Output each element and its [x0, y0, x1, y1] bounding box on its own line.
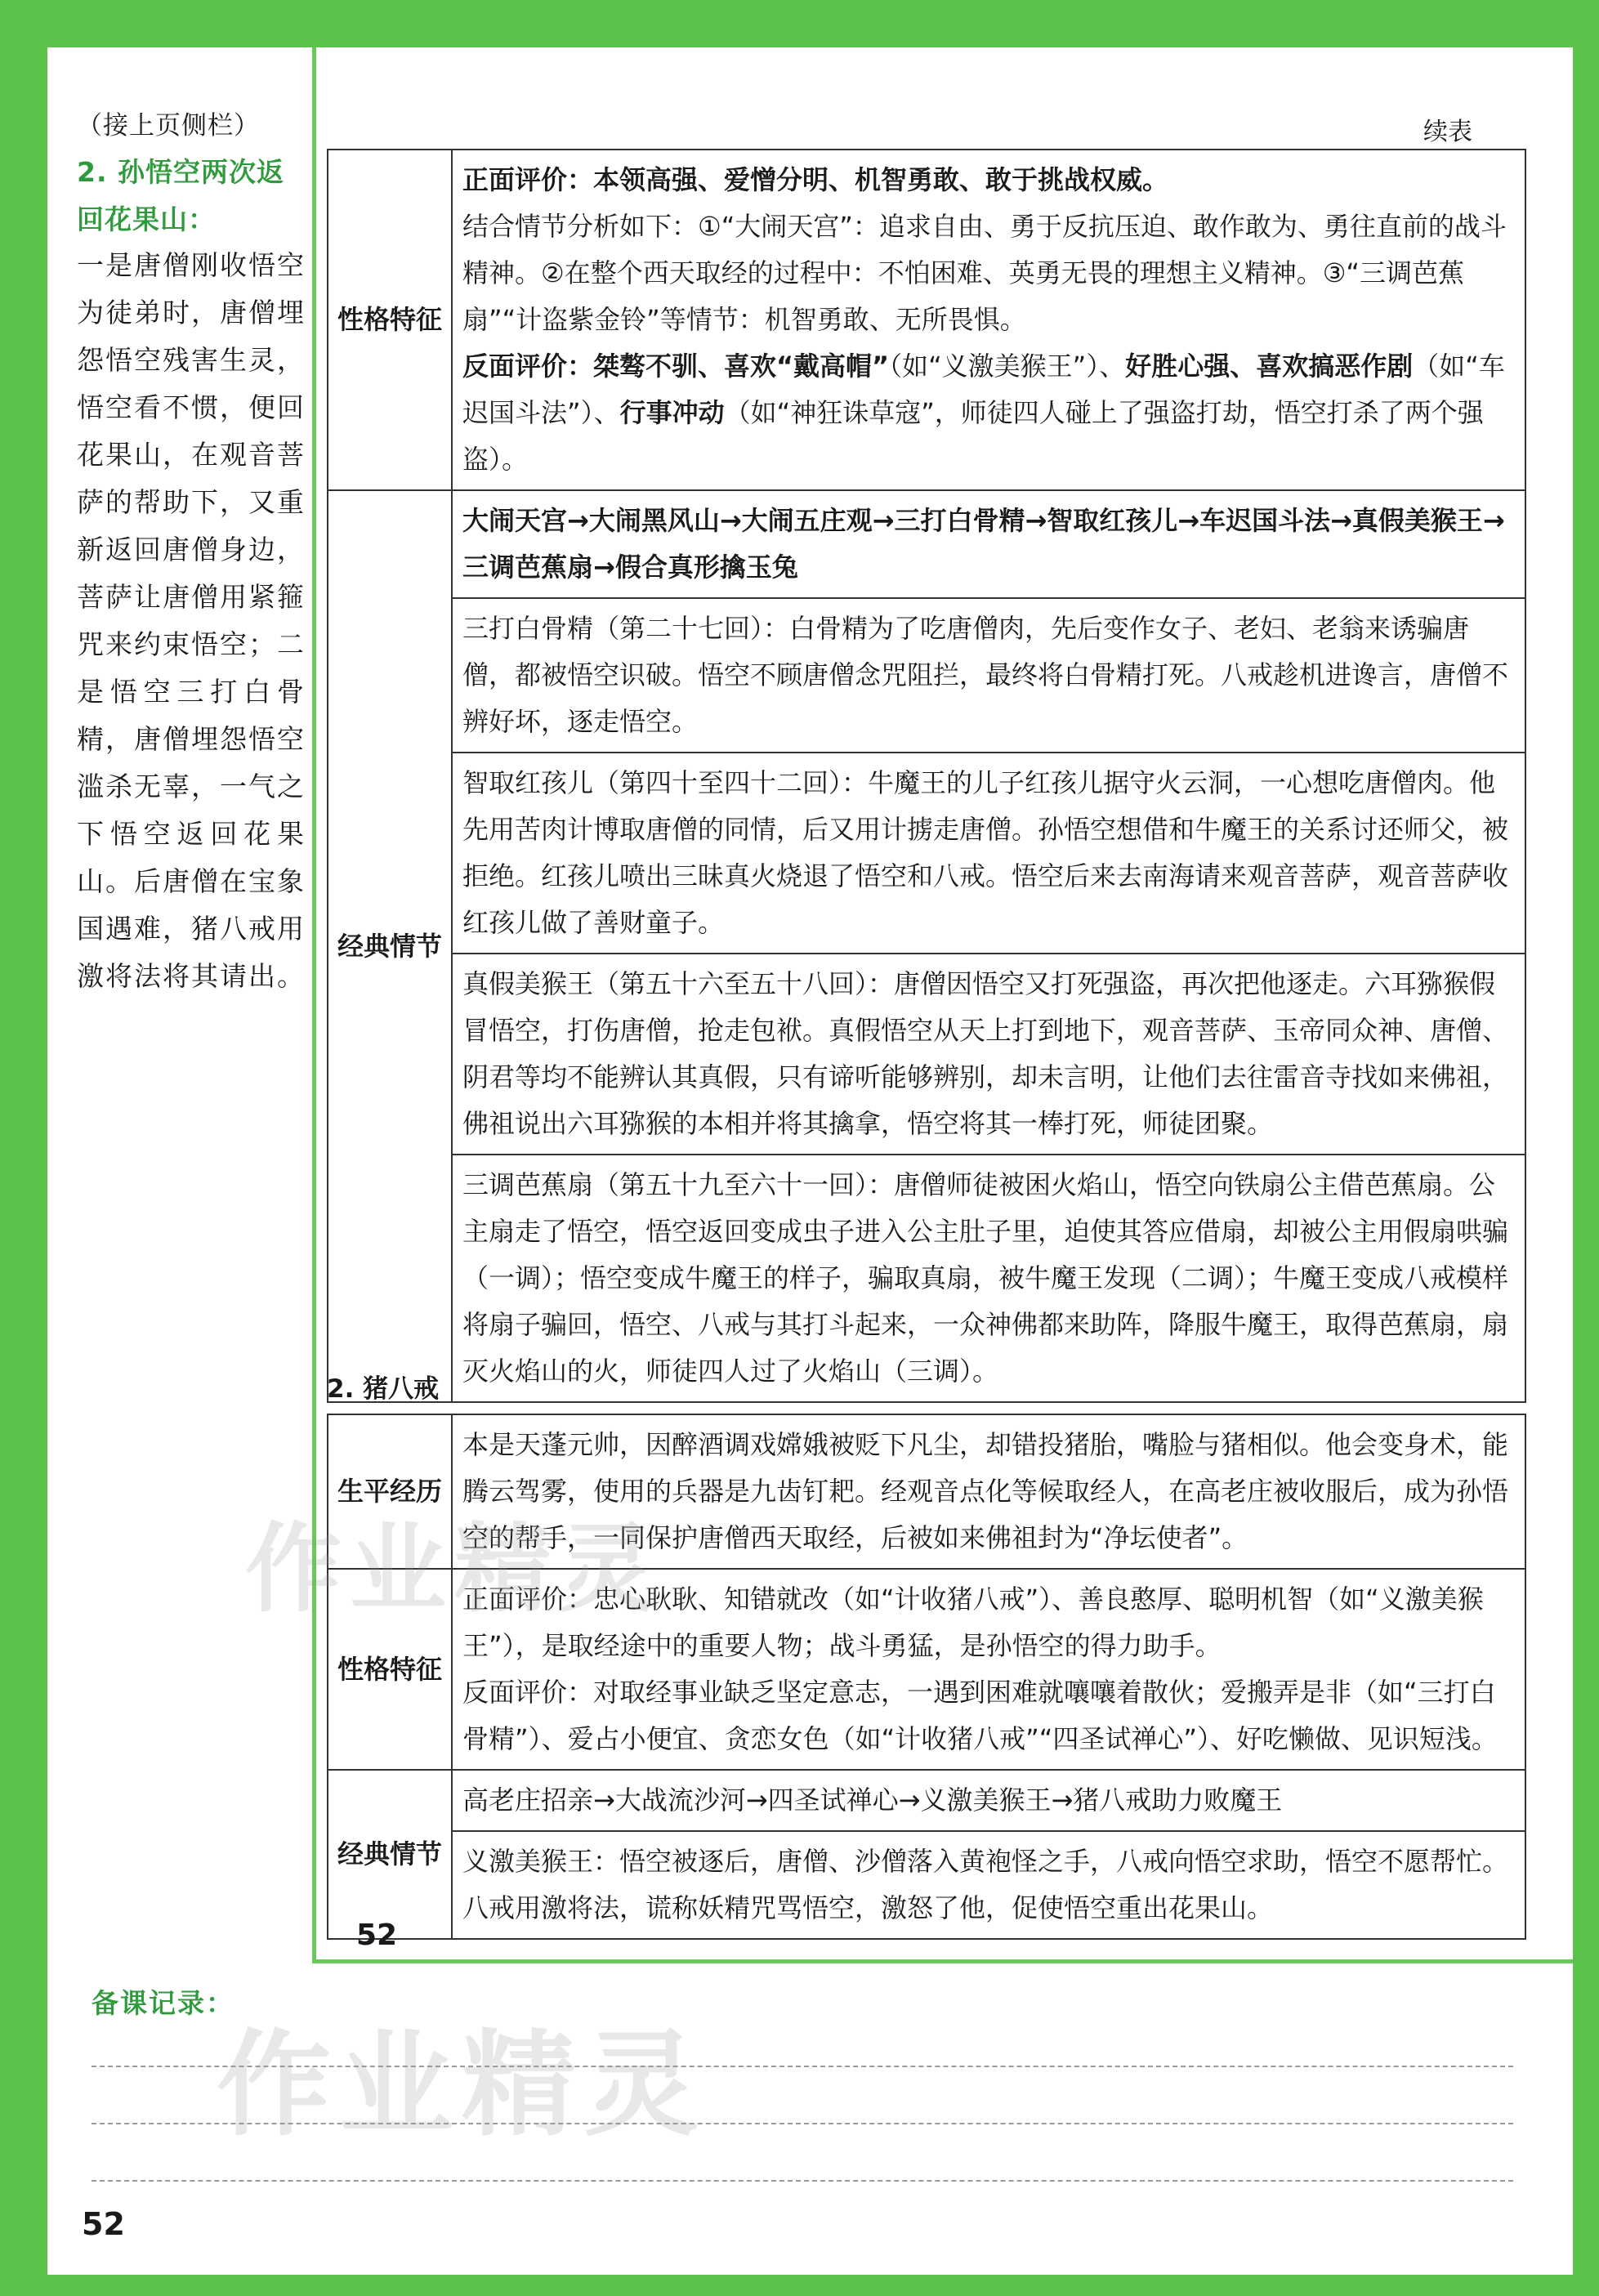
negative-eval-part: 好胜心强、喜欢搞恶作剧 [1125, 351, 1414, 382]
section-title-zhubajie: 2. 猪八戒 [327, 1374, 440, 1404]
positive-eval: 正面评价：忠心耿耿、知错就改（如“计收猪八戒”）、善良憨厚、聪明机智（如“义激美猴王”），是取经途中的重要人物；战斗勇猛，是孙悟空的得力助手。 [462, 1584, 1484, 1661]
table-row [328, 1770, 1525, 1831]
green-frame-top [0, 0, 1599, 47]
negative-eval-part: （如“义激美猴王”）、 [889, 351, 1126, 382]
plot-bajiaoshan: 三调芭蕉扇（第五十九至六十一回）：唐僧师徒被困火焰山，悟空向铁扇公主借芭蕉扇。公主扇走了悟空，悟空返回变成虫子进入公主肚子里，迫使其答应借扇，却被公主用假扇哄骗（一调）；悟空变成牛魔王的样子，骗取真扇，被牛魔王发现（二调）；牛魔王变成八戒模样将扇子骗回，悟空、八戒与其打斗起来，一众神佛都来助阵，降服牛魔王，取得芭蕉扇，扇灭火焰山的火，师徒四人过了火焰山（三调）。 [452, 1155, 1525, 1402]
watermark: 作业精灵 [245, 1512, 664, 1625]
plot-zhenjia-meihouwang: 真假美猴王（第五十六至五十八回）：唐僧因悟空又打死强盗，再次把他逐走。六耳猕猴假冒悟空，打伤唐僧，抢走包袱。真假悟空从天上打到地下，观音菩萨、玉帝同众神、唐僧、阴君等均不能辨认其真假，只有谛听能够辨别，却未言明，让他们去往雷音寺找如来佛祖，佛祖说出六耳猕猴的本相并将其擒拿，悟空将其一棒打死，师徒团聚。 [452, 954, 1525, 1155]
row-label-plots: 经典情节 [328, 490, 452, 1402]
life-cell: 本是天蓬元帅，因醉酒调戏嫦娥被贬下凡尘，却错投猪胎，嘴脸与猪相似。他会变身术，能腾云驾雾，使用的兵器是九齿钉耙。经观音点化等候取经人，在高老庄被收服后，成为孙悟空的帮手，一同保护唐僧西天取经，后被如来佛祖封为“净坛使者”。 [452, 1414, 1525, 1569]
page-number-inner: 52 [356, 1919, 398, 1952]
row-label-traits: 性格特征 [328, 1569, 452, 1770]
table-row [328, 753, 1525, 954]
negative-eval-part: 行事冲动 [619, 397, 725, 428]
continued-label: 续表 [1423, 118, 1472, 146]
row-label-traits: 性格特征 [328, 150, 452, 490]
table-row [328, 598, 1525, 753]
sidebar-title: 2. 孙悟空两次返回花果山： [77, 156, 284, 235]
positive-eval-head: 正面评价： [462, 164, 594, 195]
watermark: 作业精灵 [217, 2019, 708, 2152]
traits-analysis: 结合情节分析如下：①“大闹天宫”：追求自由、勇于反抗压迫、敢作敢为、勇往直前的战斗精神。②在整个西天取经的过程中：不怕困难、英勇无畏的理想主义精神。③“三调芭蕉扇”“计盗紫金铃”等情节：机智勇敢、无所畏惧。 [462, 211, 1507, 335]
sidebar-header: （接上页侧栏） [77, 111, 260, 141]
plot-chain: 高老庄招亲→大战流沙河→四圣试禅心→义激美猴王→猪八戒助力败魔王 [452, 1770, 1525, 1831]
sidebar-divider [312, 47, 316, 1963]
wukong-table [327, 149, 1526, 1403]
note-line [92, 2180, 1513, 2182]
table-row [328, 1831, 1525, 1939]
table-row [328, 954, 1525, 1155]
positive-eval-text: 本领高强、爱憎分明、机智勇敢、敢于挑战权威。 [593, 164, 1169, 195]
negative-eval-part: 桀骜不驯、喜欢“戴高帽” [593, 351, 890, 382]
table-row [328, 1155, 1525, 1402]
negative-eval-part: （如“车迟国斗法”）、 [462, 351, 1505, 428]
table-row [328, 150, 1525, 490]
row-label-plots: 经典情节 [328, 1770, 452, 1939]
plot-baigujing: 三打白骨精（第二十七回）：白骨精为了吃唐僧肉，先后变作女子、老妇、老翁来诱骗唐僧，都被悟空识破。悟空不顾唐僧念咒阻拦，最终将白骨精打死。八戒趁机进谗言，唐僧不辨好坏，逐走悟空。 [452, 598, 1525, 753]
notes-title: 备课记录： [92, 1987, 234, 2019]
sidebar-body: 一是唐僧刚收悟空为徒弟时，唐僧埋怨悟空残害生灵，悟空看不惯，便回花果山，在观音菩萨的帮助下，又重新返回唐僧身边，菩萨让唐僧用紧箍咒来约束悟空；二是悟空三打白骨精，唐僧埋怨悟空滥杀无辜，一气之下悟空返回花果山。后唐僧在宝象国遇难，猪八戒用激将法将其请出。 [77, 249, 306, 992]
green-frame-right [1573, 0, 1599, 2296]
traits-cell [452, 150, 1525, 490]
plot-chain: 大闹天宫→大闹黑风山→大闹五庄观→三打白骨精→智取红孩儿→车迟国斗法→真假美猴王→三调芭蕉扇→假合真形擒玉兔 [452, 490, 1525, 598]
plot-honghaier: 智取红孩儿（第四十至四十二回）：牛魔王的儿子红孩儿据守火云洞，一心想吃唐僧肉。他先用苦肉计博取唐僧的同情，后又用计掳走唐僧。孙悟空想借和牛魔王的关系讨还师父，被拒绝。红孩儿喷出三昧真火烧退了悟空和八戒。悟空后来去南海请来观音菩萨，观音菩萨收红孩儿做了善财童子。 [452, 753, 1525, 954]
plot-yiji-meihouwang: 义激美猴王：悟空被逐后，唐僧、沙僧落入黄袍怪之手，八戒向悟空求助，悟空不愿帮忙。八戒用激将法，谎称妖精咒骂悟空，激怒了他，促使悟空重出花果山。 [452, 1831, 1525, 1939]
negative-eval-head: 反面评价： [462, 351, 594, 382]
green-frame-bottom [0, 2275, 1599, 2296]
negative-eval-part: （如“神狂诛草寇”，师徒四人碰上了强盗打劫，悟空打杀了两个强盗）。 [462, 397, 1484, 475]
row-label-life: 生平经历 [328, 1414, 452, 1569]
green-frame-left [0, 0, 47, 2296]
table-row [328, 490, 1525, 598]
content-bottom-divider [312, 1959, 1573, 1963]
negative-eval: 反面评价：对取经事业缺乏坚定意志，一遇到困难就嚷嚷着散伙；爱搬弄是非（如“三打白骨精”）、爱占小便宜、贪恋女色（如“计收猪八戒”“四圣试禅心”）、好吃懒做、见识短浅。 [462, 1677, 1498, 1754]
page-number-bottom: 52 [82, 2206, 125, 2242]
